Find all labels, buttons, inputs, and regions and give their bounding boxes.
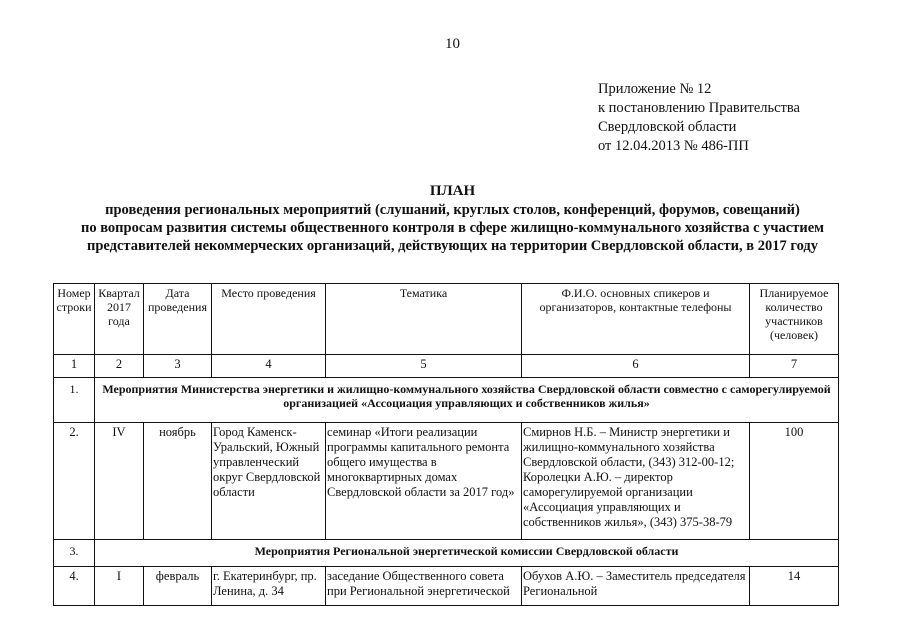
row-participants: 100	[750, 423, 839, 540]
column-number: 4	[212, 355, 326, 378]
header-row-number: Номер строки	[54, 284, 95, 355]
plan-heading	[0, 182, 905, 255]
plan-subtitle-line: представителей некоммерческих организаций, действующих на территории Свердловской области, в 2017 году	[86, 238, 819, 254]
column-number: 7	[750, 355, 839, 378]
plan-title: ПЛАН	[429, 183, 476, 199]
column-number: 2	[95, 355, 144, 378]
row-place: Город Каменск-Уральский, Южный управленческий округ Свердловской области	[212, 423, 326, 540]
appendix-line: от 12.04.2013 № 486-ПП	[598, 138, 749, 154]
table-row	[54, 423, 839, 540]
header-date: Дата проведения	[144, 284, 212, 355]
table-row	[54, 567, 839, 606]
row-place: г. Екатеринбург, пр. Ленина, д. 34	[212, 567, 326, 606]
page-number: 10	[445, 36, 460, 52]
section-title: Мероприятия Региональной энергетической комиссии Свердловской области	[95, 540, 839, 567]
row-quarter: IV	[95, 423, 144, 540]
column-numbers-row	[54, 355, 839, 378]
row-date: ноябрь	[144, 423, 212, 540]
header-quarter: Квартал 2017 года	[95, 284, 144, 355]
appendix-line: к постановлению Правительства	[598, 100, 800, 116]
table-header-row	[54, 284, 839, 355]
row-number: 2.	[54, 423, 95, 540]
row-speakers: Обухов А.Ю. – Заместитель председателя Региональной	[522, 567, 750, 606]
row-participants: 14	[750, 567, 839, 606]
section-number: 3.	[54, 540, 95, 567]
row-date: февраль	[144, 567, 212, 606]
section-row	[54, 378, 839, 423]
events-table	[53, 283, 839, 606]
column-number: 6	[522, 355, 750, 378]
header-topic: Тематика	[326, 284, 522, 355]
appendix-block	[598, 80, 800, 156]
header-place: Место проведения	[212, 284, 326, 355]
header-participants: Планируемое количество участников (человек)	[750, 284, 839, 355]
section-title: Мероприятия Министерства энергетики и жилищно-коммунального хозяйства Свердловской области совместно с саморегулируемой организацией «Ассоциация управляющих и собственников жилья»	[95, 378, 839, 423]
column-number: 1	[54, 355, 95, 378]
header-speakers: Ф.И.О. основных спикеров и организаторов, контактные телефоны	[522, 284, 750, 355]
column-number: 3	[144, 355, 212, 378]
appendix-line: Свердловской области	[598, 119, 737, 135]
row-topic: семинар «Итоги реализации программы капитального ремонта общего имущества в многоквартирных домах Свердловской области за 2017 год»	[326, 423, 522, 540]
section-number: 1.	[54, 378, 95, 423]
appendix-line: Приложение № 12	[598, 81, 712, 97]
column-number: 5	[326, 355, 522, 378]
row-topic: заседание Общественного совета при Региональной энергетической	[326, 567, 522, 606]
plan-subtitle-line: по вопросам развития системы общественного контроля в сфере жилищно-коммунального хозяйства с участием	[80, 220, 825, 236]
plan-subtitle-line: проведения региональных мероприятий (слушаний, круглых столов, конференций, форумов, совещаний)	[105, 202, 800, 218]
section-row	[54, 540, 839, 567]
row-number: 4.	[54, 567, 95, 606]
row-speakers: Смирнов Н.Б. – Министр энергетики и жилищно-коммунального хозяйства Свердловской области, (343) 312-00-12; Королецки А.Ю. – директор саморегулируемой организации «Ассоциация управляющих и собственников жилья», (343) 375-38-79	[522, 423, 750, 540]
row-quarter: I	[95, 567, 144, 606]
